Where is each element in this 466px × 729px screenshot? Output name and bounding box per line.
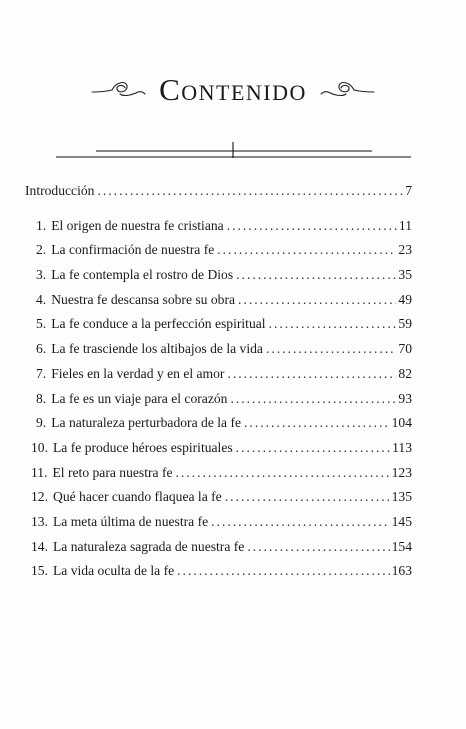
toc-entry-number: 5.: [36, 316, 47, 332]
toc-entry-number: 6.: [36, 341, 47, 357]
toc-entry-number: 9.: [36, 415, 47, 431]
dot-leader: [97, 183, 403, 199]
toc-entry-page: 70: [398, 341, 412, 357]
dot-leader: [266, 341, 396, 357]
dot-leader: [176, 465, 390, 481]
toc-entry-label: El reto para nuestra fe: [52, 464, 173, 480]
toc-entry-label: La vida oculta de la fe: [53, 563, 175, 579]
toc-entry-chapter-9[interactable]: [25, 415, 412, 440]
toc-entry-chapter-6[interactable]: [25, 341, 412, 366]
toc-entry-label: La fe es un viaje para el corazón: [51, 390, 228, 406]
dot-leader: [236, 267, 396, 283]
toc-entry-number: 12.: [31, 489, 48, 505]
toc-entry-number: 3.: [36, 267, 47, 283]
toc-entry-chapter-1[interactable]: [25, 218, 412, 243]
dot-leader: [217, 242, 396, 258]
toc-entry-number: 13.: [31, 513, 48, 529]
toc-entry-page: 23: [398, 242, 412, 258]
toc-entry-number: 8.: [36, 390, 47, 406]
toc-entry-label: La fe conduce a la perfección espiritual: [51, 316, 266, 332]
toc-entry-chapter-5[interactable]: [25, 316, 412, 341]
toc-entry-label: Nuestra fe descansa sobre su obra: [51, 291, 236, 307]
toc-entry-page: 154: [391, 538, 412, 554]
dot-leader: [230, 391, 396, 407]
page-title: Contenido: [159, 72, 307, 107]
toc-entry-label: La fe contempla el rostro de Dios: [51, 267, 234, 283]
toc-entry-number: 2.: [36, 242, 47, 258]
toc-entry-label: La fe trasciende los altibajos de la vida: [51, 341, 263, 357]
toc-entry-chapter-2[interactable]: [25, 242, 412, 267]
dot-leader: [227, 218, 397, 234]
toc-entry-page: 135: [391, 489, 412, 505]
toc-entry-chapter-4[interactable]: [25, 292, 412, 317]
toc-entry-chapter-7[interactable]: [25, 366, 412, 391]
toc-entry-chapter-14[interactable]: [25, 539, 412, 564]
toc-entry-page: 123: [391, 464, 412, 480]
toc-entry-chapter-3[interactable]: [25, 267, 412, 292]
toc-entry-page: 49: [398, 291, 412, 307]
toc-entry-label: La meta última de nuestra fe: [53, 513, 209, 529]
toc-entry-label: La fe produce héroes espirituales: [53, 439, 233, 455]
toc-entry-number: 7.: [36, 365, 47, 381]
toc-entry-chapter-12[interactable]: [25, 489, 412, 514]
table-of-contents: [25, 183, 412, 588]
dot-leader: [225, 489, 390, 505]
toc-entry-label: Fieles en la verdad y en el amor: [51, 365, 225, 381]
dot-leader: [177, 563, 389, 579]
dot-leader: [238, 292, 396, 308]
toc-entry-page: 35: [398, 267, 412, 283]
toc-entry-page: 7: [405, 183, 412, 198]
divider-ornament: [0, 140, 466, 170]
toc-entry-label: Qué hacer cuando flaquea la fe: [53, 489, 222, 505]
dot-leader: [244, 415, 390, 431]
toc-entry-chapter-15[interactable]: [25, 563, 412, 588]
toc-entry-label: La naturaleza sagrada de nuestra fe: [53, 538, 245, 554]
toc-entry-number: 4.: [36, 291, 47, 307]
toc-entry-number: 10.: [31, 439, 48, 455]
dot-leader: [236, 440, 390, 456]
toc-entry-label: La naturaleza perturbadora de la fe: [51, 415, 242, 431]
toc-entry-chapter-13[interactable]: [25, 514, 412, 539]
dot-leader: [269, 316, 397, 332]
toc-entry-label: El origen de nuestra fe cristiana: [51, 217, 224, 233]
toc-entry-page: 163: [391, 563, 412, 579]
toc-entry-page: 59: [398, 316, 412, 332]
toc-entry-page: 113: [392, 439, 412, 455]
dot-leader: [227, 366, 396, 382]
toc-entry-page: 82: [398, 365, 412, 381]
toc-entry-page: 145: [391, 513, 412, 529]
toc-entry-number: 14.: [31, 538, 48, 554]
toc-entry-chapter-11[interactable]: [25, 465, 412, 490]
toc-entry-chapter-8[interactable]: [25, 391, 412, 416]
toc-entry-number: 11.: [31, 464, 48, 480]
toc-entry-page: 11: [398, 217, 412, 233]
dot-leader: [247, 539, 389, 555]
toc-entry-number: 1.: [36, 217, 47, 233]
toc-entry-introduction[interactable]: [25, 183, 412, 208]
dot-leader: [211, 514, 389, 530]
toc-entry-label: Introducción: [25, 183, 95, 198]
toc-entry-page: 104: [391, 415, 412, 431]
toc-entry-chapter-10[interactable]: [25, 440, 412, 465]
heading-block: [0, 64, 466, 114]
toc-entry-label: La confirmación de nuestra fe: [51, 242, 215, 258]
toc-entry-page: 93: [398, 390, 412, 406]
toc-entry-number: 15.: [31, 563, 48, 579]
